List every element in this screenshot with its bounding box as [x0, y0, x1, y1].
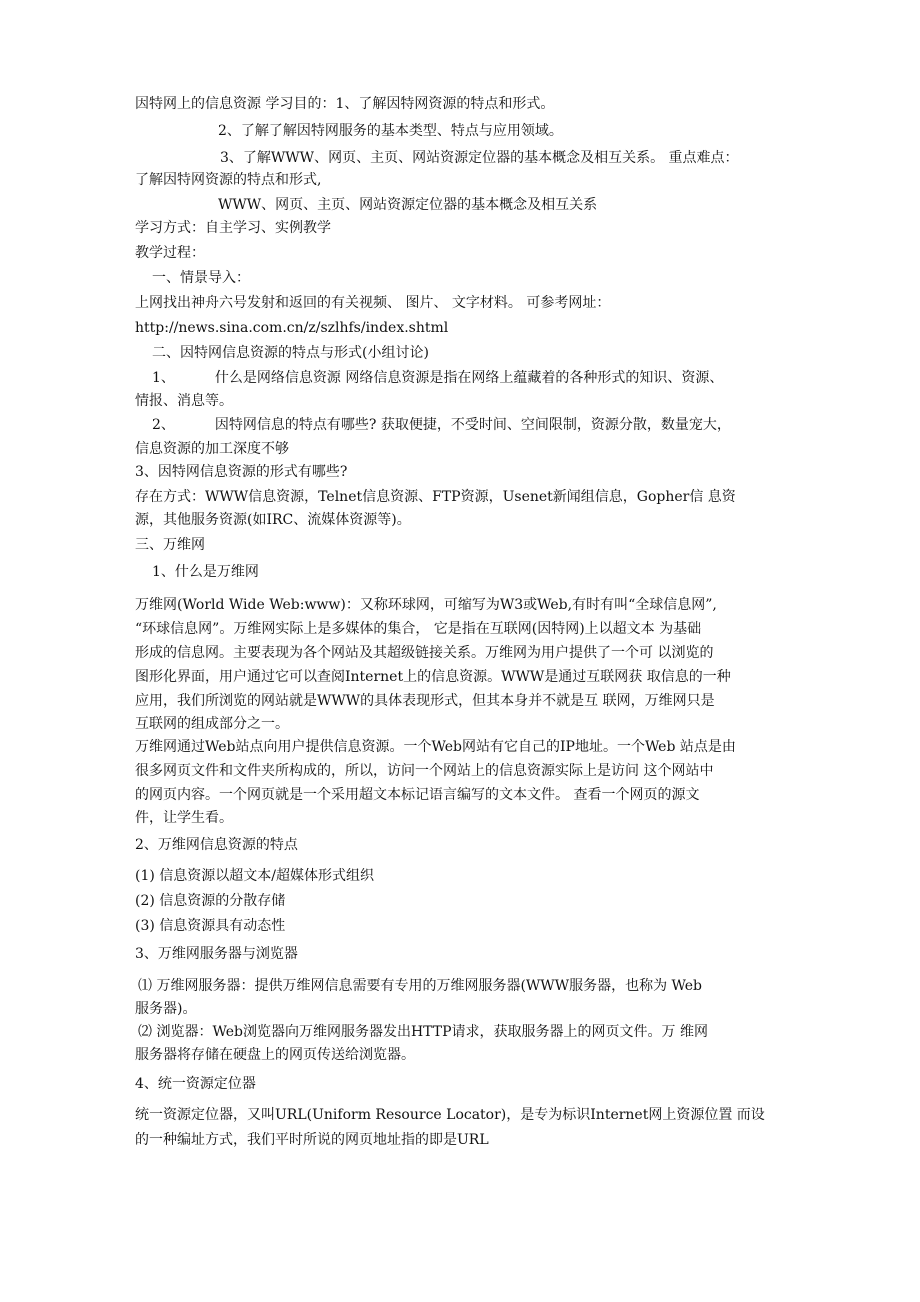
web-site-paragraph-line-1: 万维网通过Web站点向用户提供信息资源。一个Web网站有它自己的IP地址。一个Web 站点是由	[135, 739, 736, 755]
web-site-paragraph-line-2: 很多网页文件和文件夹所构成的，所以，访问一个网站上的信息资源实际上是访问 这个网站中	[135, 763, 714, 779]
item-2-continued: 信息资源的加工深度不够	[135, 441, 289, 457]
objective-2: 2、了解了解因特网服务的基本类型、特点与应用领域。	[218, 123, 563, 139]
server-item-line-2: 服务器)。	[135, 1001, 197, 1017]
section-3-heading: 三、万维网	[135, 537, 205, 553]
www-paragraph-line-3: 形成的信息网。主要表现为各个网站及其超级链接关系。万维网为用户提供了一个可 以浏览的	[135, 645, 714, 661]
item-1-continued: 情报、消息等。	[135, 393, 233, 409]
item-1-number: 1、	[152, 370, 175, 386]
reference-url: http://news.sina.com.cn/z/szlhfs/index.shtml	[135, 320, 449, 336]
www-paragraph-line-6: 互联网的组成部分之一。	[135, 716, 289, 732]
subsection-3-heading: 3、万维网服务器与浏览器	[135, 946, 298, 962]
subsection-4-heading: 4、统一资源定位器	[135, 1076, 256, 1092]
browser-item-line-2: 服务器将存储在硬盘上的网页传送给浏览器。	[135, 1047, 415, 1063]
www-paragraph-line-2: “环球信息网”。万维网实际上是多媒体的集合， 它是指在互联网(因特网)上以超文本 为基础	[135, 621, 702, 637]
section-2-heading: 二、因特网信息资源的特点与形式(小组讨论)	[152, 345, 429, 361]
key-point-1: 了解因特网资源的特点和形式,	[135, 172, 322, 188]
subsection-1-heading: 1、什么是万维网	[152, 564, 259, 580]
www-paragraph-line-5: 应用，我们所浏览的网站就是WWW的具体表现形式，但其本身并不就是互 联网，万维网只是	[135, 693, 715, 709]
learning-method: 学习方式：自主学习、实例教学	[135, 220, 331, 236]
item-2-line	[152, 415, 731, 435]
existence-forms-line: 存在方式：WWW信息资源，Telnet信息资源、FTP资源，Usenet新闻组信息，Gopher信 息资	[135, 489, 736, 505]
www-paragraph-line-4: 图形化界面，用户通过它可以查阅Internet上的信息资源。WWW是通过互联网获 取信息的一种	[135, 669, 731, 685]
url-paragraph-line-1: 统一资源定位器，又叫URL(Uniform Resource Locator)，是专为标识Internet网上资源位置 而设	[135, 1107, 765, 1123]
item-3-line: 3、因特网信息资源的形式有哪些?	[135, 464, 348, 480]
web-site-paragraph-line-4: 件，让学生看。	[135, 810, 233, 826]
key-point-2: WWW、网页、主页、网站资源定位器的基本概念及相互关系	[218, 197, 598, 213]
item-1-text: 什么是网络信息资源 网络信息资源是指在网络上蕴藏着的各种形式的知识、资源、	[214, 370, 724, 386]
web-site-paragraph-line-3: 的网页内容。一个网页就是一个采用超文本标记语言编写的文本文件。 查看一个网页的源文	[135, 787, 700, 803]
existence-forms-continued: 源，其他服务资源(如IRC、流媒体资源等)。	[135, 512, 411, 528]
browser-item-line-1: ⑵ 浏览器：Web浏览器向万维网服务器发出HTTP请求，获取服务器上的网页文件。万 维网	[138, 1024, 708, 1040]
title-and-objective-line: 因特网上的信息资源 学习目的：1、了解因特网资源的特点和形式。	[135, 96, 555, 112]
item-2-text: 因特网信息的特点有哪些? 获取便捷，不受时间、空间限制，资源分散，数量宠大，	[214, 417, 731, 433]
section-1-heading: 一、情景导入：	[152, 270, 250, 286]
objective-3-and-key-points: 3、了解WWW、网页、主页、网站资源定位器的基本概念及相互关系。 重点难点：	[220, 150, 739, 166]
feature-3: (3) 信息资源具有动态性	[135, 918, 286, 934]
url-paragraph-line-2: 的一种编址方式，我们平时所说的网页地址指的即是URL	[135, 1132, 489, 1148]
item-1-line	[152, 368, 723, 388]
item-2-number: 2、	[152, 417, 175, 433]
teaching-process-heading: 教学过程：	[135, 245, 205, 261]
www-paragraph-line-1: 万维网(World Wide Web:www)：又称环球网，可缩写为W3或Web,有时有叫“全球信息网”,	[135, 597, 717, 613]
feature-2: (2) 信息资源的分散存储	[135, 893, 286, 909]
subsection-2-heading: 2、万维网信息资源的特点	[135, 837, 298, 853]
server-item-line-1: ⑴ 万维网服务器：提供万维网信息需要有专用的万维网服务器(WWW服务器，也称为 Web	[138, 978, 703, 994]
feature-1: (1) 信息资源以超文本/超媒体形式组织	[135, 868, 374, 884]
section-1-text: 上网找出神舟六号发射和返回的有关视频、 图片、 文字材料。 可参考网址：	[135, 295, 611, 311]
